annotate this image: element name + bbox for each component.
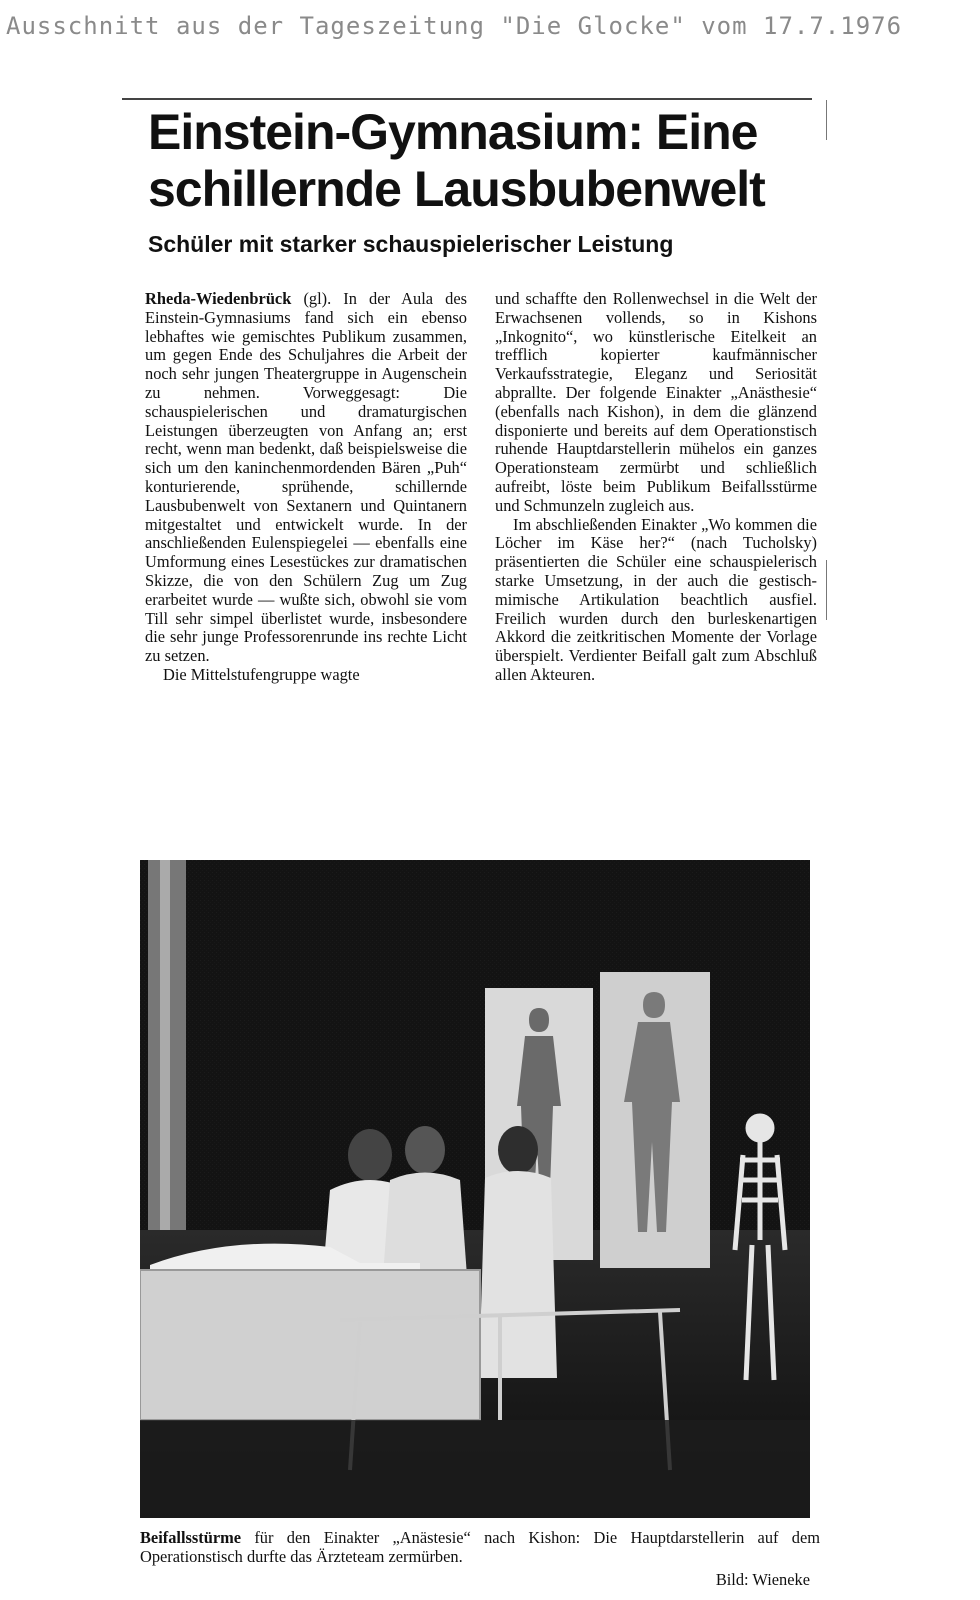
subheadline: Schüler mit starker schauspielerischer Leistung bbox=[148, 231, 674, 257]
article-column-right bbox=[495, 290, 817, 685]
article-paragraph: Die Mittelstufengruppe wagte bbox=[163, 664, 360, 684]
article-paragraph: Im abschließenden Einakter „Wo kommen die Löcher im Käse her?“ (nach Tucholsky) präsentierten die Schüler eine schauspielerisch starke Umsetzung, in der auch die gestisch-mimische Artikulation beachtlich ausfiel. Freilich wurden durch den burleskenartigen Akkord die zeitkritischen Momente der Vorlage überspielt. Verdienter Beifall galt zum Abschluß allen Akteuren. bbox=[495, 514, 817, 684]
headline bbox=[148, 104, 828, 218]
caption-lead: Beifallsstürme bbox=[140, 1528, 242, 1547]
clipping-edge-mark bbox=[826, 560, 827, 620]
photo-caption bbox=[140, 1528, 820, 1566]
headline-line-2: schillernde Lausbubenwelt bbox=[148, 161, 765, 217]
article-paragraph: und schaffte den Rollenwechsel in die Welt der Erwachsenen vollends, so in Kishons „Inkognito“, wo künstlerische Eitelkeit an trefflich kopierter kaufmännischer Verkaufsstrategie, Eleganz und Seriosität abprallte. Der folgende Einakter „Anästhesie“ (ebenfalls nach Kishon), in dem die glänzend disponierte und bereits auf dem Operationstisch ruhende Hauptdarstellerin mühelos ein ganzes Operationsteam zermürbt und schließlich aufreibt, löste beim Publikum Beifallsstürme und Schmunzeln zugleich aus. bbox=[495, 289, 817, 515]
photo-credit: Bild: Wieneke bbox=[715, 1570, 810, 1589]
stage-photo-image bbox=[140, 860, 810, 1518]
stage-photo bbox=[140, 860, 810, 1518]
caption-text: für den Einakter „Anästesie“ nach Kishon: Die Hauptdarstellerin auf dem Operationstisch durfte das Ärzteteam zermürben. bbox=[140, 1528, 820, 1566]
article-paragraph bbox=[145, 290, 467, 666]
clipping-header: Ausschnitt aus der Tageszeitung "Die Glocke" vom 17.7.1976 bbox=[6, 12, 903, 40]
top-rule bbox=[122, 98, 812, 100]
anatomy-chart-right bbox=[600, 972, 710, 1268]
lead-text: (gl). In der Aula des Einstein-Gymnasiums fand sich ein ebenso lebhaftes wie gemischtes Publikum zusammen, um gegen Ende des Schuljahres die Arbeit der noch sehr jungen Theatergruppe in Augenschein zu nehmen. Vorweggesagt: Die schauspielerischen und dramaturgischen Leistungen überzeugten von Anfang an; erst recht, wenn man bedenkt, daß beispielsweise die sich um den kaninchenmordenden Bären „Puh“ konturierende, sprühende, schillernde Lausbubenwelt von Sextanern und Quintanern mitgestaltet und entwickelt wurde. In der anschließenden Eulenspiegelei — ebenfalls eine Umformung eines Lesestückes zur dramatischen Skizze, die von den Schülern Zug um Zug erarbeitet wurde — wußte sich, obwohl sie vom Till sehr simpel überlistet wurde, insbesondere die sehr junge Professorenrunde ins rechte Licht zu setzen. bbox=[145, 289, 467, 666]
dateline: Rheda-Wiedenbrück bbox=[145, 289, 292, 308]
article-column-left bbox=[145, 290, 467, 685]
headline-line-1: Einstein-Gymnasium: Eine bbox=[148, 104, 758, 160]
operating-table bbox=[140, 1244, 480, 1420]
